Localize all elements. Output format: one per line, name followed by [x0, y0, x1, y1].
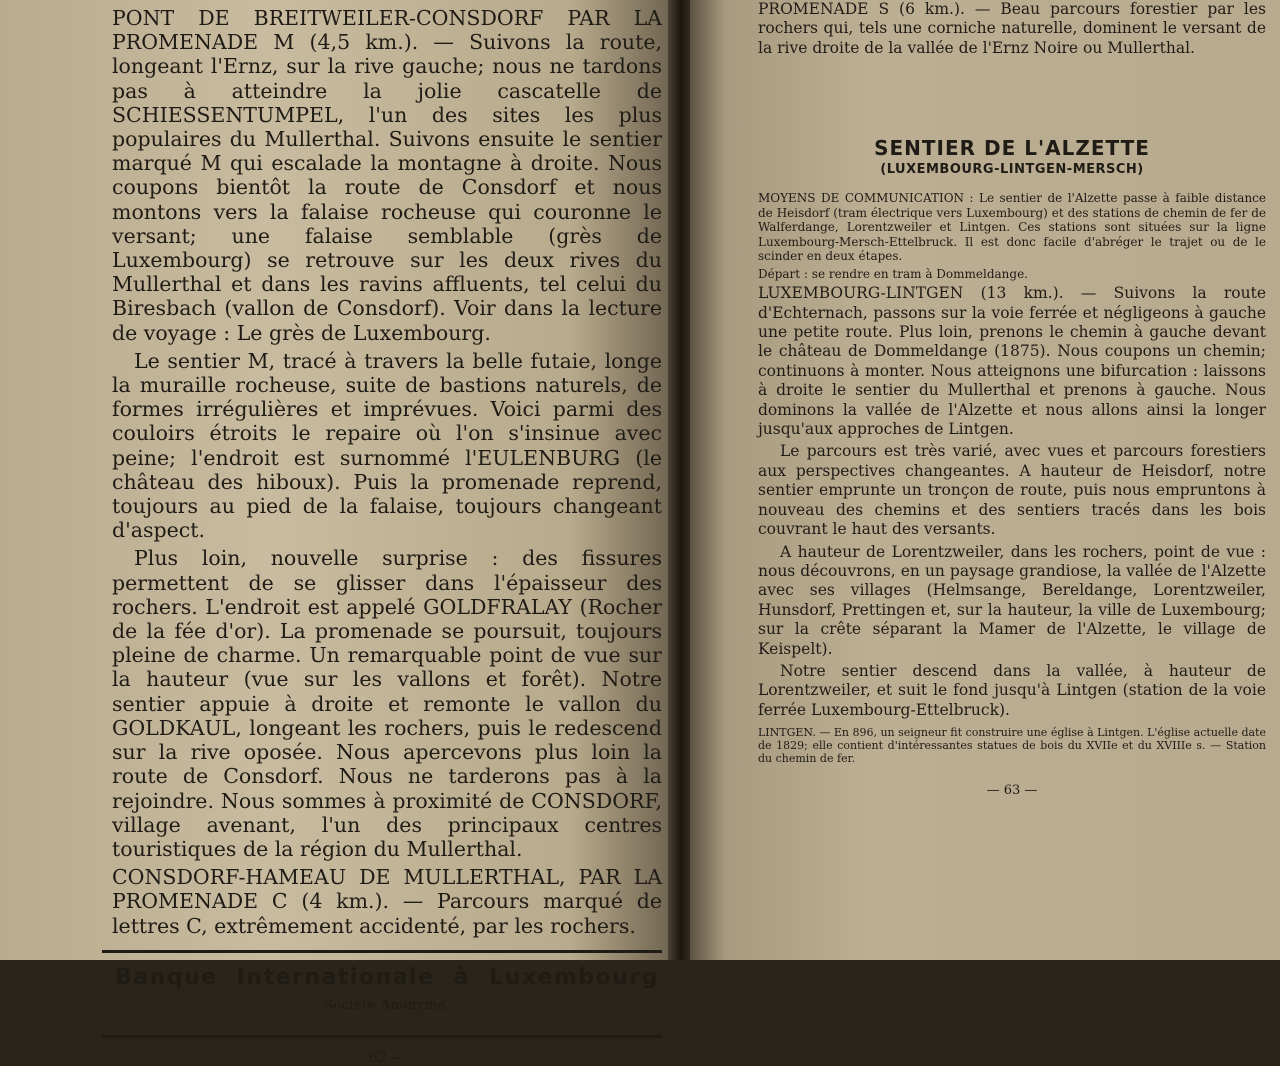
bank-advertisement	[112, 953, 662, 1021]
paragraph-parcours: Le parcours est très varié, avec vues et parcours forestiers aux perspectives changeantes. A hauteur de Heisdorf, notre sentier emprunte un tronçon de route, puis nous empruntons à nouveau des chemins et des sentiers tracés dans les bois couvrant le haut des versants.	[758, 442, 1266, 539]
right-page	[690, 0, 1280, 960]
paragraph-promenade-s: PROMENADE S (6 km.). — Beau parcours forestier par les rochers qui, tels une corniche naturelle, dominent le versant de la rive droite de la vallée de l'Ernz Noire ou Mullerthal.	[758, 0, 1266, 57]
paragraph-breitweiler-consdorf: PONT DE BREITWEILER-CONSDORF PAR LA PROMENADE M (4,5 km.). — Suivons la route, longeant l'Ernz, sur la rive gauche; nous ne tardons pas à atteindre la jolie cascatelle de SCHIESSENTUMPEL, l'un des sites les plus populaires du Mullerthal. Suivons ensuite le sentier marqué M qui escalade la montagne à droite. Nous coupons bientôt la route de Consdorf et nous montons vers la falaise rocheuse qui couronne le versant; une falaise semblable (grès de Luxembourg) se retrouve sur les deux rives du Mullerthal et dans les ravins affluents, tel celui du Biresbach (vallon de Consdorf). Voir dans la lecture de voyage : Le grès de Luxembourg.	[112, 6, 662, 345]
ad-subtitle: Société Anonyme.	[323, 997, 451, 1013]
ad-title: Banque Internationale à Luxembourg	[114, 964, 660, 990]
depart-line: Départ : se rendre en tram à Dommeldange.	[758, 266, 1028, 281]
moyens-de-communication: MOYENS DE COMMUNICATION : Le sentier de l'Alzette passe à faible distance de Heisdorf (tram électrique vers Luxembourg) et des stations de chemin de fer de Walferdange, Lorentzweiler et Lintgen. Ces stations sont situées sur la ligne Luxembourg-Mersch-Ettelbruck. Il est donc facile d'abréger le trajet ou de le scinder en deux étapes.	[758, 191, 1266, 264]
paragraph-descente: Notre sentier descend dans la vallée, à hauteur de Lorentzweiler, et suit le fond jusqu'à Lintgen (station de la voie ferrée Luxembourg-Ettelbruck).	[758, 661, 1266, 719]
section-subtitle: (LUXEMBOURG-LINTGEN-MERSCH)	[880, 162, 1144, 178]
paragraph-consdorf-mullerthal: CONSDORF-HAMEAU DE MULLERTHAL, PAR LA PROMENADE C (4 km.). — Parcours marqué de lettres C, extrêmement accidenté, par les rochers.	[112, 865, 662, 938]
paragraph-goldfralay: Plus loin, nouvelle surprise : des fissures permettent de se glisser dans l'épaisseur des rochers. L'endroit est appelé GOLDFRALAY (Rocher de la fée d'or). La promenade se poursuit, toujours pleine de charme. Un remarquable point de vue sur la hauteur (vue sur les vallons et forêt). Notre sentier appuie à droite et remonte le vallon du GOLDKAUL, longeant les rochers, puis le redescend sur la rive oposée. Nous apercevons plus loin la route de Consdorf. Nous ne tarderons pas à la rejoindre. Nous sommes à proximité de CONSDORF, village avenant, l'un des principaux centres touristiques de la région du Mullerthal.	[112, 546, 662, 861]
paragraph-luxembourg-lintgen: LUXEMBOURG-LINTGEN (13 km.). — Suivons la route d'Echternach, passons sur la voie ferrée et négligeons à gauche une petite route. Plus loin, prenons le chemin à gauche devant le château de Dommeldange (1875). Nous coupons un chemin; continuons à monter. Nous atteignons une bifurcation : laissons à droite le sentier du Mullerthal et prenons à gauche. Nous dominons la vallée de l'Alzette et nous allons ainsi la longer jusqu'aux approches de Lintgen.	[758, 284, 1266, 439]
note-lintgen: LINTGEN. — En 896, un seigneur fit construire une église à Lintgen. L'église actuelle date de 1829; elle contient d'intéressantes statues de bois du XVIIe et du XVIIIe s. — Station du chemin de fer.	[758, 726, 1266, 766]
page-number-left: 62 —	[368, 1049, 406, 1066]
ad-bottom-rule	[102, 1035, 662, 1038]
paragraph-lorentzweiler: A hauteur de Lorentzweiler, dans les rochers, point de vue : nous découvrons, en un paysage grandiose, la vallée de l'Alzette avec ses villages (Helmsange, Bereldange, Lorentzweiler, Hunsdorf, Prettingen et, sur la hauteur, la ville de Luxembourg; sur la crête séparant la Mamer de l'Alzette, le village de Keispelt).	[758, 542, 1266, 658]
paragraph-sentier-m: Le sentier M, tracé à travers la belle futaie, longe la muraille rocheuse, suite de bastions naturels, de formes irrégulières et imprévues. Voici parmi des couloirs étroits le repaire où l'on s'insinue avec peine; l'endroit est surnommé l'EULENBURG (le château des hiboux). Puis la promenade reprend, toujours au pied de la falaise, toujours changeant d'aspect.	[112, 348, 662, 543]
page-number-right: — 63 —	[986, 783, 1038, 799]
section-title: SENTIER DE L'ALZETTE	[874, 136, 1150, 161]
